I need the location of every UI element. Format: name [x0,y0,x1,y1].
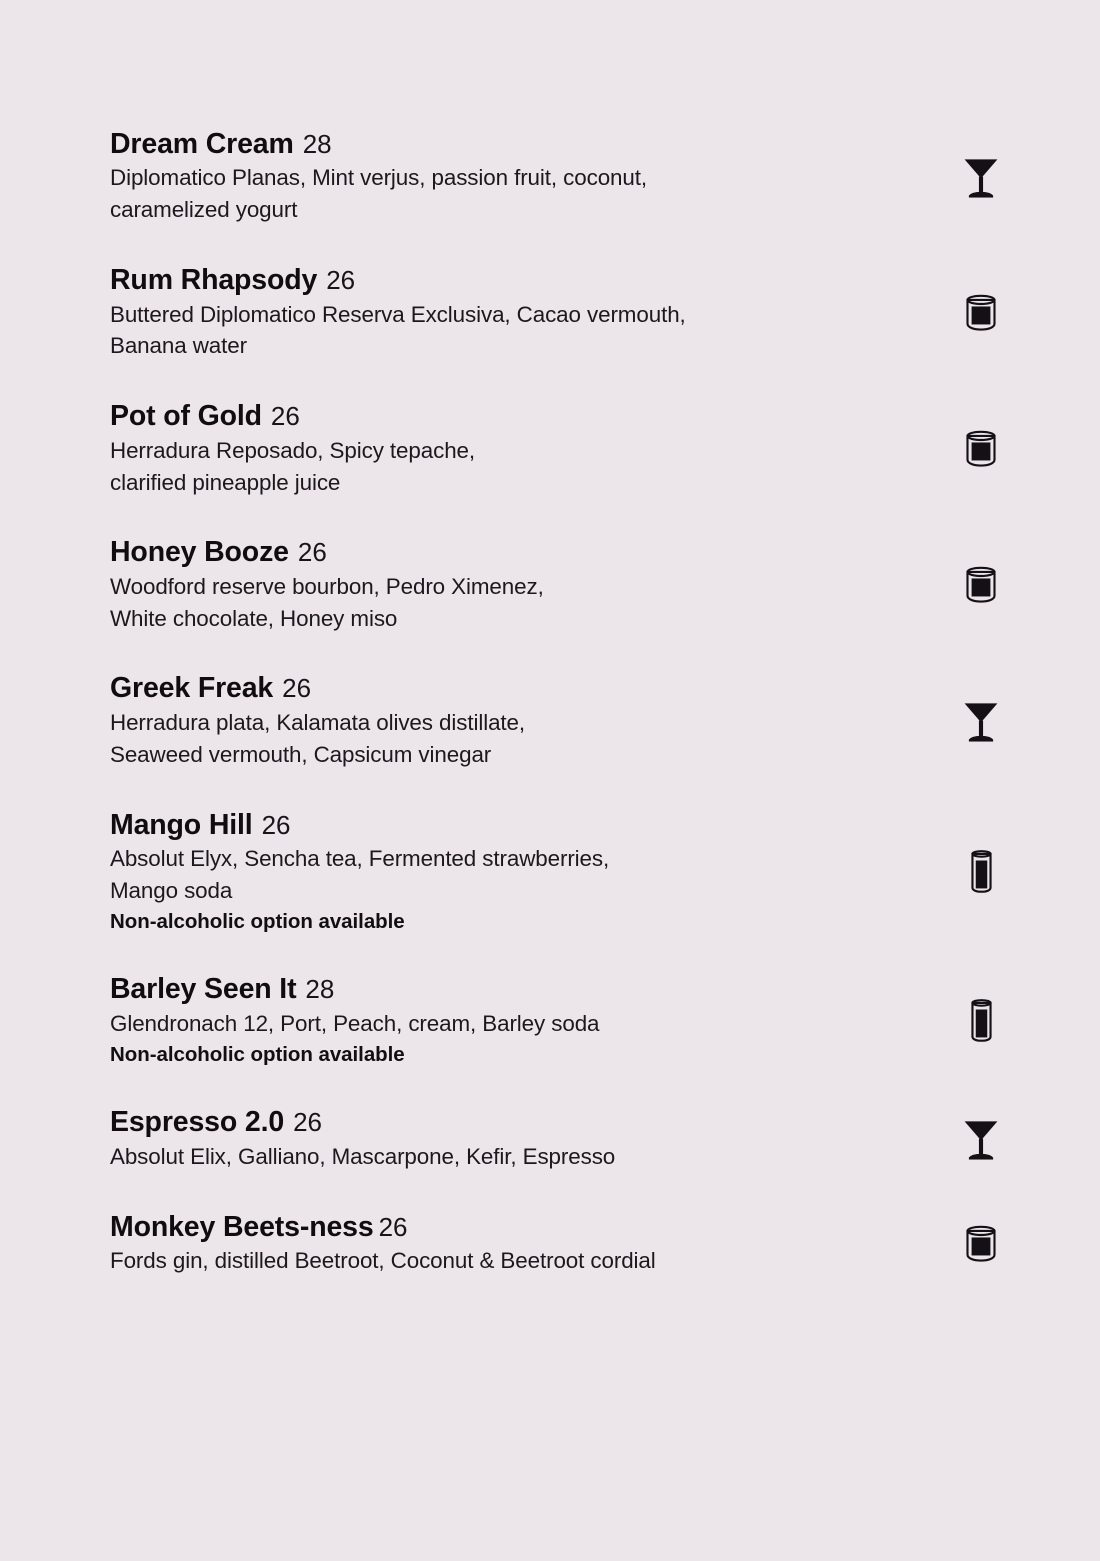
menu-item-description-line: Fords gin, distilled Beetroot, Coconut & Beetroot cordial [110,1248,656,1274]
menu-item-description-line: caramelized yogurt [110,197,298,223]
martini-glass-icon [958,693,1004,749]
menu-item-heading [110,400,475,432]
menu-item-price: 26 [293,1107,322,1138]
menu-item [0,672,1100,770]
menu-item-name: Barley Seen It [110,973,297,1006]
menu-item [0,400,1100,498]
menu-item-name: Espresso 2.0 [110,1106,285,1139]
menu-item-name: Pot of Gold [110,400,262,433]
menu-item-description-line: Diplomatico Planas, Mint verjus, passion fruit, coconut, [110,165,647,191]
menu-item-price: 26 [282,673,312,704]
menu-item-price: 26 [378,1211,408,1242]
menu-item-price: 26 [261,809,291,840]
menu-item-price: 26 [297,537,327,568]
menu-item [0,1211,1100,1277]
menu-item-text [110,973,599,1068]
menu-item-name: Mango Hill [110,808,253,841]
menu-item [0,1106,1100,1172]
menu-item-description [110,843,609,907]
menu-item-description-line: Buttered Diplomatico Reserva Exclusiva, Cacao vermouth, [110,301,686,327]
menu-item-name: Honey Booze [110,536,289,569]
menu-item-name: Monkey Beets-ness [110,1210,374,1243]
rocks-glass-icon [958,557,1004,613]
menu-item-text [110,1211,656,1277]
menu-item [0,809,1100,936]
rocks-glass-icon [958,285,1004,341]
menu-item-description-line: Absolut Elyx, Sencha tea, Fermented strawberries, [110,846,610,872]
menu-item-description [110,1008,599,1040]
menu-item [0,264,1100,362]
non-alcoholic-note: Non-alcoholic option available [110,1042,405,1066]
menu-item-text [110,128,647,226]
menu-item-description-line: Woodford reserve bourbon, Pedro Ximenez, [110,573,544,599]
menu-item-description-line: Herradura plata, Kalamata olives distillate, [110,709,526,735]
menu-item-price: 28 [305,974,335,1005]
menu-item-name: Dream Cream [110,128,294,160]
highball-glass-icon [958,844,1004,900]
menu-item-description-line: Seaweed vermouth, Capsicum vinegar [110,741,492,767]
rocks-glass-icon [958,1216,1004,1272]
menu-item-description-line: Banana water [110,333,247,359]
menu-item-heading [110,536,544,568]
menu-item-price: 26 [270,401,300,432]
menu-item-text [110,536,544,634]
menu-item-description [110,1245,656,1277]
menu-item [0,128,1100,226]
menu-item-text [110,809,609,936]
menu-item-heading [110,264,686,296]
menu-item-heading [110,973,599,1005]
menu-item-description [110,707,525,771]
menu-item [0,973,1100,1068]
non-alcoholic-note: Non-alcoholic option available [110,909,405,933]
menu-item-heading [110,1211,656,1243]
menu-item-description-line: Herradura Reposado, Spicy tepache, [110,437,476,463]
menu-item [0,536,1100,634]
menu-item-heading [110,672,525,704]
menu-item-description-line: White chocolate, Honey miso [110,605,398,631]
menu-item-price: 28 [302,129,332,159]
highball-glass-icon [958,993,1004,1049]
menu-item-list [0,128,1100,1277]
menu-item-description [110,299,686,363]
menu-item-text [110,1106,615,1172]
menu-item-description-line: Absolut Elix, Galliano, Mascarpone, Kefir, Espresso [110,1143,616,1169]
menu-item-heading [110,1106,615,1138]
menu-item-description [110,162,647,226]
menu-item-heading [110,128,647,160]
rocks-glass-icon [958,421,1004,477]
menu-item-description-line: Mango soda [110,877,233,903]
menu-item-description-line: Glendronach 12, Port, Peach, cream, Barley soda [110,1010,600,1036]
menu-item-name: Greek Freak [110,672,274,705]
menu-item-name: Rum Rhapsody [110,264,318,297]
menu-item-description [110,571,544,635]
menu-item-description-line: clarified pineapple juice [110,469,341,495]
menu-item-text [110,400,475,498]
menu-item-heading [110,809,609,841]
martini-glass-icon [958,1111,1004,1167]
martini-glass-icon [958,149,1004,205]
menu-item-description [110,1141,615,1173]
menu-item-text [110,672,525,770]
menu-item-text [110,264,686,362]
menu-item-price: 26 [326,265,356,296]
menu-item-description [110,435,475,499]
